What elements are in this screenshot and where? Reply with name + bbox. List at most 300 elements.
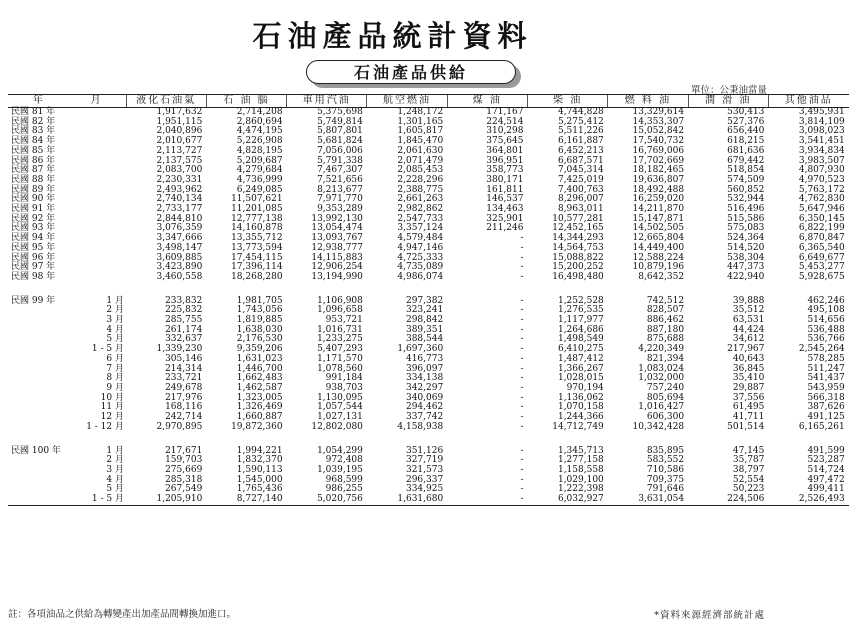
value-cell: 396,951 xyxy=(486,155,524,166)
value-cell: 364,801 xyxy=(486,145,524,156)
value-cell: 35,512 xyxy=(732,305,765,316)
value-cell: 1,205,910 xyxy=(126,495,206,505)
value-cell: 1,083,024 xyxy=(638,363,685,374)
value-cell: 4,947,146 xyxy=(397,242,444,253)
value-cell: 36,845 xyxy=(732,363,765,374)
value-cell: 3,541,451 xyxy=(798,136,845,147)
value-cell: 10,879,196 xyxy=(632,262,685,273)
value-cell: 7,056,006 xyxy=(317,145,363,156)
value-cell: 875,688 xyxy=(646,334,685,345)
value-cell: 2,547,733 xyxy=(397,213,444,224)
period-month: 1 月 xyxy=(106,295,124,306)
value-cell: 791,646 xyxy=(646,484,685,495)
column-header: 煤 油 xyxy=(447,95,527,108)
value-cell: 2,844,810 xyxy=(156,213,203,224)
value-cell: 1,277,158 xyxy=(557,455,604,466)
value-cell: 35,787 xyxy=(732,455,765,466)
value-cell: 41,711 xyxy=(732,412,765,423)
value-cell: 606,300 xyxy=(646,412,685,423)
period-cell xyxy=(8,495,126,505)
value-cell: 325,901 xyxy=(486,213,524,224)
column-header-period xyxy=(8,95,126,108)
value-cell: 575,083 xyxy=(727,223,765,234)
value-cell: 4,579,484 xyxy=(397,233,444,244)
value-cell: 3,495,931 xyxy=(798,107,845,117)
value-cell: 5,020,756 xyxy=(287,495,367,505)
value-cell: 2,040,896 xyxy=(156,126,203,137)
value-cell: 211,246 xyxy=(486,223,524,234)
value-cell: 524,364 xyxy=(727,233,765,244)
value-cell: 16,769,006 xyxy=(632,145,685,156)
value-cell: 6,687,571 xyxy=(557,155,604,166)
value-cell: - xyxy=(520,295,524,306)
value-cell: 514,724 xyxy=(807,464,845,475)
value-cell: 13,355,712 xyxy=(231,233,283,244)
value-cell: 1,631,023 xyxy=(236,353,283,364)
period-month: 1 - 5 月 xyxy=(91,494,124,505)
value-cell: 5,375,698 xyxy=(317,107,363,117)
value-cell: 1,590,113 xyxy=(236,464,283,475)
value-cell: 1,994,221 xyxy=(236,445,283,456)
value-cell: 530,413 xyxy=(727,107,765,117)
value-cell: 7,045,314 xyxy=(557,165,604,176)
value-cell: 12,588,224 xyxy=(632,252,685,263)
value-cell: - xyxy=(520,252,524,263)
value-cell: - xyxy=(520,445,524,456)
value-cell: 4,725,333 xyxy=(397,252,444,263)
value-cell: 13,773,594 xyxy=(231,242,283,253)
value-cell: 2,083,700 xyxy=(156,165,203,176)
value-cell: 159,703 xyxy=(165,455,203,466)
value-cell: 2,010,677 xyxy=(156,136,203,147)
value-cell: 2,176,530 xyxy=(236,334,283,345)
value-cell: 225,832 xyxy=(165,305,203,316)
period-year: 民國 93 年 xyxy=(11,223,56,234)
value-cell: 12,906,254 xyxy=(311,262,363,273)
value-cell: 5,749,814 xyxy=(317,116,363,127)
value-cell: 1,662,483 xyxy=(236,373,283,384)
value-cell: 11,201,085 xyxy=(231,204,283,215)
period-year: 民國 92 年 xyxy=(11,213,56,224)
value-cell: 6,161,887 xyxy=(557,136,604,147)
value-cell: 2,970,895 xyxy=(156,421,203,432)
value-cell: - xyxy=(520,474,524,485)
value-cell: 217,967 xyxy=(727,344,765,355)
value-cell: 242,714 xyxy=(165,412,203,423)
value-cell: 47,145 xyxy=(732,445,765,456)
value-cell: - xyxy=(520,402,524,413)
period-month: 10 月 xyxy=(100,392,124,403)
value-cell: 491,599 xyxy=(807,445,845,456)
value-cell: 387,626 xyxy=(807,402,845,413)
value-cell: 1,487,412 xyxy=(557,353,604,364)
period-month: 4 月 xyxy=(106,324,124,335)
value-cell: 14,712,749 xyxy=(552,421,604,432)
value-cell: 13,329,614 xyxy=(632,107,685,117)
value-cell: - xyxy=(520,315,524,326)
period-year: 民國 99 年 xyxy=(11,295,56,306)
value-cell: 214,314 xyxy=(165,363,203,374)
value-cell: 2,388,775 xyxy=(397,184,444,195)
value-cell: 5,275,412 xyxy=(557,116,604,127)
value-cell: 4,735,089 xyxy=(397,262,444,273)
value-cell: 972,408 xyxy=(325,455,363,466)
value-cell: 1,117,977 xyxy=(557,315,604,326)
header-year: 年 xyxy=(32,95,43,107)
value-cell: 1,106,908 xyxy=(317,295,363,306)
value-cell: 18,268,280 xyxy=(231,271,283,282)
value-cell: 52,554 xyxy=(732,474,765,485)
value-cell: 351,126 xyxy=(405,445,444,456)
value-cell: 34,612 xyxy=(732,334,765,345)
value-cell: 4,828,195 xyxy=(236,145,283,156)
value-cell: 267,549 xyxy=(165,484,203,495)
value-cell: 8,963,011 xyxy=(557,204,604,215)
value-cell: 518,854 xyxy=(727,165,765,176)
value-cell: 4,970,523 xyxy=(798,174,845,185)
value-cell: 35,410 xyxy=(732,373,765,384)
value-cell: 1,276,535 xyxy=(557,305,604,316)
value-cell: 1,631,680 xyxy=(367,495,447,505)
period-year: 民國 88 年 xyxy=(11,174,56,185)
value-cell: 14,211,870 xyxy=(632,204,685,215)
value-cell: 10,577,281 xyxy=(552,213,604,224)
value-cell: 1,323,005 xyxy=(236,392,283,403)
value-cell: 29,887 xyxy=(732,382,765,393)
value-cell: 970,194 xyxy=(566,382,604,393)
value-cell: 13,194,990 xyxy=(311,271,363,282)
value-cell: 337,742 xyxy=(405,412,444,423)
period-month: 1 月 xyxy=(106,445,124,456)
value-cell: 536,488 xyxy=(807,324,845,335)
value-cell: 388,544 xyxy=(405,334,444,345)
value-cell: 835,895 xyxy=(646,445,685,456)
group-spacer xyxy=(8,433,849,447)
value-cell: 3,983,507 xyxy=(798,155,845,166)
value-cell: 805,694 xyxy=(646,392,685,403)
header-month: 月 xyxy=(90,95,101,107)
period-month: 12 月 xyxy=(100,412,124,423)
value-cell: 298,842 xyxy=(405,315,444,326)
value-cell: 7,425,019 xyxy=(557,174,604,185)
value-cell: 1,029,100 xyxy=(557,474,604,485)
value-cell: 296,337 xyxy=(405,474,444,485)
value-cell: 9,359,206 xyxy=(236,344,283,355)
value-cell: 1,339,230 xyxy=(156,344,203,355)
supply-table xyxy=(8,94,849,506)
value-cell: 332,637 xyxy=(165,334,203,345)
value-cell: 5,763,172 xyxy=(798,184,845,195)
value-cell: 233,721 xyxy=(165,373,203,384)
value-cell: 17,540,732 xyxy=(632,136,685,147)
value-cell: 3,423,890 xyxy=(156,262,203,273)
value-cell: 1,016,427 xyxy=(638,402,685,413)
column-header: 柴 油 xyxy=(527,95,607,108)
value-cell: 5,681,824 xyxy=(317,136,363,147)
value-cell: 1,301,165 xyxy=(397,116,444,127)
page-title: 石油產品統計資料 xyxy=(252,19,533,53)
value-cell: 5,511,226 xyxy=(557,126,604,137)
value-cell: 1,233,275 xyxy=(317,334,363,345)
value-cell: 560,852 xyxy=(727,184,765,195)
value-cell: 3,814,109 xyxy=(798,116,845,127)
value-cell: 709,375 xyxy=(646,474,685,485)
value-cell: 1,171,570 xyxy=(317,353,363,364)
value-cell: 15,088,822 xyxy=(552,252,604,263)
value-cell: 7,521,656 xyxy=(317,174,363,185)
value-cell: 1,136,062 xyxy=(557,392,604,403)
value-cell: 1,638,030 xyxy=(236,324,283,335)
value-cell: 297,382 xyxy=(405,295,444,306)
value-cell: 574,509 xyxy=(727,174,765,185)
value-cell: 13,093,767 xyxy=(311,233,363,244)
value-cell: 6,870,847 xyxy=(798,233,845,244)
value-cell: 1,845,470 xyxy=(397,136,444,147)
value-cell: 63,531 xyxy=(732,315,765,326)
value-cell: 1,032,000 xyxy=(638,373,685,384)
value-cell: - xyxy=(520,363,524,374)
value-cell: 8,296,007 xyxy=(557,194,604,205)
value-cell: 4,807,930 xyxy=(798,165,845,176)
value-cell: 1,446,700 xyxy=(236,363,283,374)
value-cell: 578,285 xyxy=(807,353,845,364)
period-month: 1 - 5 月 xyxy=(91,344,124,355)
value-cell: 50,223 xyxy=(732,484,765,495)
spacer-cell xyxy=(8,433,849,447)
value-cell: 224,506 xyxy=(688,495,768,505)
value-cell: 938,703 xyxy=(325,382,363,393)
value-cell: 1,917,632 xyxy=(156,107,203,117)
value-cell: 1,078,560 xyxy=(317,363,363,374)
period-year: 民國 98 年 xyxy=(11,271,56,282)
value-cell: 7,467,307 xyxy=(317,165,363,176)
value-cell: 6,365,540 xyxy=(798,242,845,253)
value-cell: 495,108 xyxy=(807,305,845,316)
value-cell: 1,462,587 xyxy=(236,382,283,393)
value-cell: - xyxy=(520,353,524,364)
value-cell: 536,766 xyxy=(807,334,845,345)
value-cell: 375,645 xyxy=(486,136,524,147)
value-cell: 12,802,080 xyxy=(311,421,363,432)
value-cell: 40,643 xyxy=(732,353,765,364)
value-cell: 61,495 xyxy=(732,402,765,413)
source-note: *資料來源經濟部統計處 xyxy=(654,610,765,621)
value-cell: 1,222,398 xyxy=(557,484,604,495)
value-cell: 389,351 xyxy=(405,324,444,335)
period-year: 民國 90 年 xyxy=(11,194,56,205)
value-cell: 1,832,370 xyxy=(236,455,283,466)
value-cell: - xyxy=(520,344,524,355)
subtitle: 石油產品供給 xyxy=(306,60,516,84)
value-cell: 3,934,834 xyxy=(798,145,845,156)
value-cell: 17,396,114 xyxy=(231,262,283,273)
value-cell: 2,661,263 xyxy=(397,194,444,205)
column-header: 液化石油氣 xyxy=(126,95,206,108)
value-cell: 2,714,208 xyxy=(236,107,283,117)
value-cell: 5,928,675 xyxy=(798,271,845,282)
period-month: 7 月 xyxy=(106,363,124,374)
value-cell: 532,944 xyxy=(727,194,765,205)
value-cell: 2,526,493 xyxy=(768,495,848,505)
value-cell: 358,773 xyxy=(486,165,524,176)
period-month: 4 月 xyxy=(106,474,124,485)
value-cell: - xyxy=(447,495,527,505)
value-cell: 538,304 xyxy=(727,252,765,263)
value-cell: 953,721 xyxy=(325,315,363,326)
value-cell: 12,452,165 xyxy=(552,223,604,234)
value-cell: 17,702,669 xyxy=(632,155,685,166)
period-month: 8 月 xyxy=(106,373,124,384)
value-cell: 710,586 xyxy=(646,464,685,475)
table-row xyxy=(8,273,849,283)
value-cell: 501,514 xyxy=(727,421,765,432)
value-cell: 38,797 xyxy=(732,464,765,475)
period-year: 民國 83 年 xyxy=(11,126,56,137)
value-cell: 618,215 xyxy=(727,136,765,147)
value-cell: 1,326,469 xyxy=(236,402,283,413)
value-cell: 12,777,138 xyxy=(231,213,283,224)
value-cell: 5,209,687 xyxy=(236,155,283,166)
value-cell: 39,888 xyxy=(732,295,765,306)
value-cell: 3,498,147 xyxy=(156,242,203,253)
value-cell: 1,130,095 xyxy=(317,392,363,403)
value-cell: - xyxy=(520,412,524,423)
period-month: 2 月 xyxy=(106,455,124,466)
value-cell: 8,642,352 xyxy=(638,271,685,282)
value-cell: 1,743,056 xyxy=(236,305,283,316)
value-cell: 2,061,630 xyxy=(397,145,444,156)
value-cell: - xyxy=(520,382,524,393)
period-month: 5 月 xyxy=(106,334,124,345)
value-cell: - xyxy=(520,262,524,273)
value-cell: 275,669 xyxy=(165,464,203,475)
value-cell: 6,350,145 xyxy=(798,213,845,224)
value-cell: 1,054,299 xyxy=(317,445,363,456)
value-cell: 491,125 xyxy=(807,412,845,423)
value-cell: 422,940 xyxy=(727,271,765,282)
value-cell: 14,564,753 xyxy=(552,242,604,253)
period-year: 民國 85 年 xyxy=(11,145,56,156)
value-cell: 1,264,686 xyxy=(557,324,604,335)
value-cell: 15,200,252 xyxy=(552,262,604,273)
value-cell: 4,279,684 xyxy=(236,165,283,176)
period-month: 3 月 xyxy=(106,315,124,326)
value-cell: 4,474,195 xyxy=(236,126,283,137)
value-cell: 2,230,331 xyxy=(156,174,203,185)
period-month: 1 - 12 月 xyxy=(86,421,124,432)
value-cell: 217,671 xyxy=(165,445,203,456)
value-cell: 516,496 xyxy=(727,204,765,215)
value-cell: 2,545,264 xyxy=(798,344,845,355)
value-cell: 1,951,115 xyxy=(156,116,203,127)
value-cell: 828,507 xyxy=(646,305,685,316)
value-cell: 17,454,115 xyxy=(231,252,283,263)
value-cell: 447,373 xyxy=(727,262,765,273)
value-cell: 233,832 xyxy=(165,295,203,306)
table-body xyxy=(8,108,849,506)
value-cell: 380,171 xyxy=(486,174,524,185)
period-year: 民國 84 年 xyxy=(11,136,56,147)
value-cell: 1,039,195 xyxy=(317,464,363,475)
period-year: 民國 91 年 xyxy=(11,204,56,215)
value-cell: 340,069 xyxy=(405,392,444,403)
value-cell: 334,925 xyxy=(405,484,444,495)
value-cell: 4,762,830 xyxy=(798,194,845,205)
period-month: 2 月 xyxy=(106,305,124,316)
value-cell: 323,241 xyxy=(405,305,444,316)
table-row xyxy=(8,495,849,505)
value-cell: - xyxy=(520,242,524,253)
value-cell: 2,493,962 xyxy=(156,184,203,195)
value-cell: 1,765,436 xyxy=(236,484,283,495)
value-cell: 7,971,770 xyxy=(317,194,363,205)
value-cell: 14,449,400 xyxy=(632,242,685,253)
value-cell: 1,016,731 xyxy=(317,324,363,335)
value-cell: 5,647,946 xyxy=(798,204,845,215)
value-cell: 1,244,366 xyxy=(557,412,604,423)
value-cell: 2,085,453 xyxy=(397,165,444,176)
value-cell: 3,098,023 xyxy=(798,126,845,137)
value-cell: 514,520 xyxy=(727,242,765,253)
value-cell: 1,981,705 xyxy=(236,295,283,306)
period-cell xyxy=(8,423,126,433)
value-cell: 583,552 xyxy=(646,455,685,466)
value-cell: 1,498,549 xyxy=(557,334,604,345)
period-year: 民國 96 年 xyxy=(11,252,56,263)
footnote: 註：各項油品之供給為轉變產出加產品間轉換加進口。 xyxy=(8,609,237,620)
value-cell: 305,146 xyxy=(165,353,203,364)
value-cell: 3,347,666 xyxy=(156,233,203,244)
value-cell: 679,442 xyxy=(727,155,765,166)
period-month: 3 月 xyxy=(106,464,124,475)
value-cell: 14,160,878 xyxy=(231,223,283,234)
value-cell: 6,452,213 xyxy=(557,145,604,156)
value-cell: - xyxy=(520,324,524,335)
value-cell: 6,165,261 xyxy=(798,421,845,432)
value-cell: 10,342,428 xyxy=(632,421,685,432)
value-cell: 5,807,801 xyxy=(317,126,363,137)
value-cell: 2,113,727 xyxy=(156,145,203,156)
value-cell: - xyxy=(520,455,524,466)
value-cell: - xyxy=(520,484,524,495)
value-cell: 6,410,275 xyxy=(557,344,604,355)
value-cell: 261,174 xyxy=(165,324,203,335)
period-month: 6 月 xyxy=(106,353,124,364)
value-cell: 1,248,172 xyxy=(397,107,444,117)
value-cell: 15,052,842 xyxy=(632,126,685,137)
value-cell: 4,220,349 xyxy=(638,344,685,355)
value-cell: 5,791,338 xyxy=(317,155,363,166)
value-cell: 134,463 xyxy=(486,204,524,215)
period-year: 民國 94 年 xyxy=(11,233,56,244)
value-cell: 1,057,544 xyxy=(317,402,363,413)
value-cell: 742,512 xyxy=(646,295,685,306)
value-cell: 171,167 xyxy=(486,107,524,117)
value-cell: 1,697,360 xyxy=(397,344,444,355)
period-year: 民國 87 年 xyxy=(11,165,56,176)
period-year: 民國 81 年 xyxy=(11,107,56,117)
value-cell: - xyxy=(520,464,524,475)
value-cell: 543,959 xyxy=(807,382,845,393)
value-cell: 2,733,177 xyxy=(156,204,203,215)
value-cell: 4,736,999 xyxy=(236,174,283,185)
subtitle-badge xyxy=(306,60,521,88)
value-cell: 18,492,488 xyxy=(632,184,685,195)
value-cell: 294,462 xyxy=(405,402,444,413)
spacer-cell xyxy=(8,283,849,297)
value-cell: 8,213,677 xyxy=(317,184,363,195)
value-cell: 13,054,474 xyxy=(311,223,363,234)
